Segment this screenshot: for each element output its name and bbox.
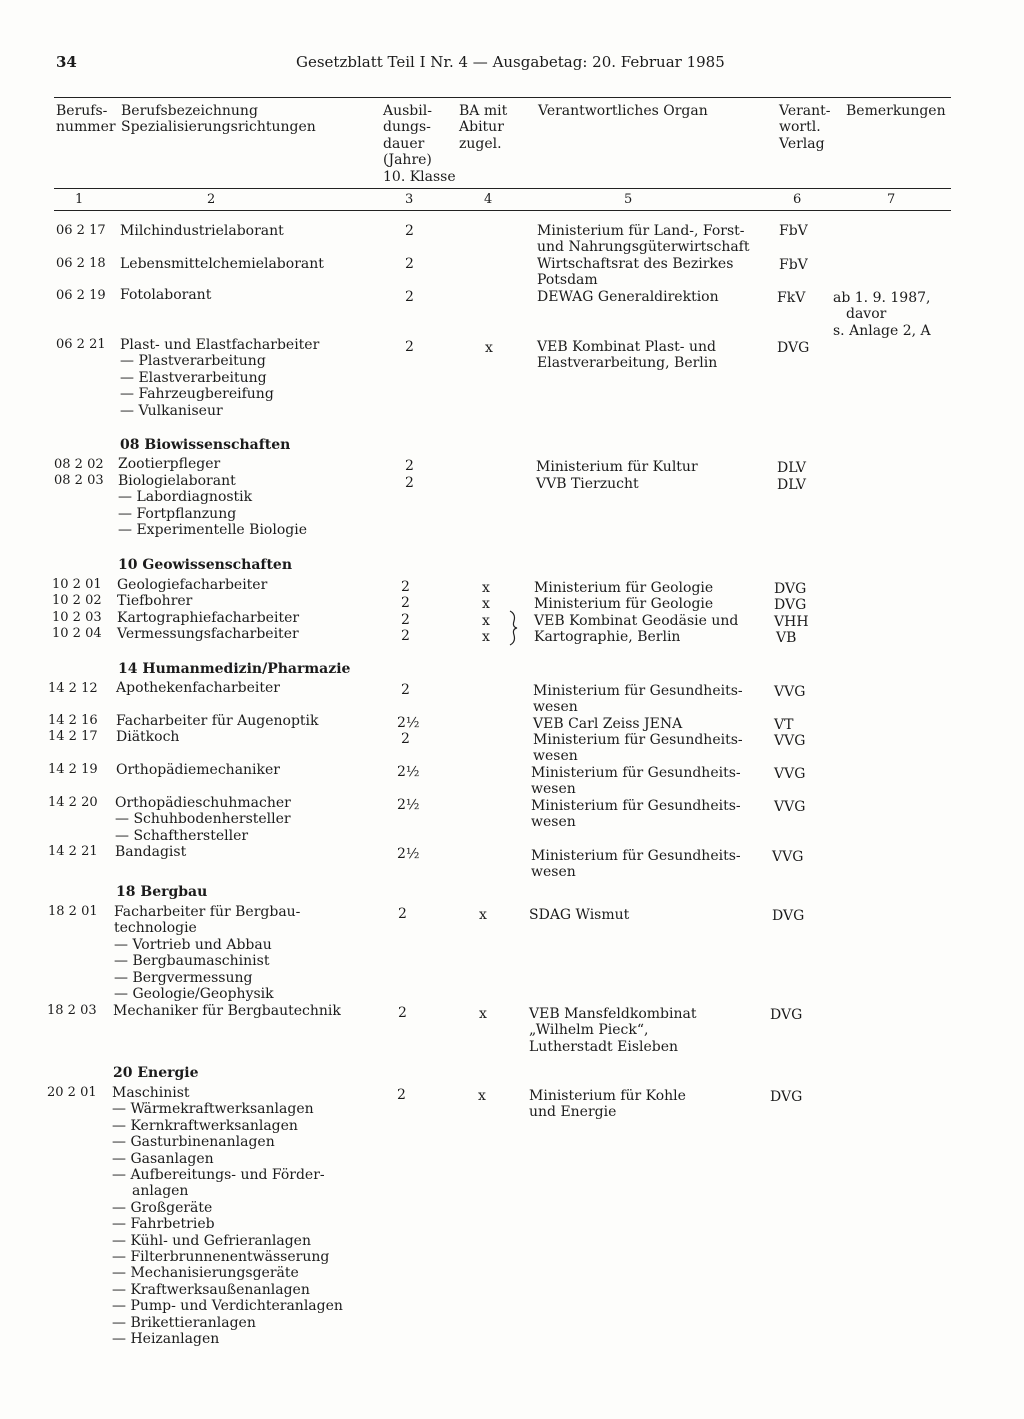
row-duration: 2	[398, 1005, 407, 1021]
row-abitur-mark: x	[482, 596, 490, 612]
row-organ: Ministerium für Gesundheits- wesen	[533, 732, 743, 765]
row-publisher: VHH	[774, 614, 809, 630]
row-abitur-mark: x	[485, 340, 493, 356]
section-heading: 14 Humanmedizin/Pharmazie	[118, 661, 351, 677]
row-name: Mechaniker für Bergbautechnik	[113, 1003, 341, 1019]
row-number: 06 2 18	[56, 256, 106, 271]
column-number-7: 7	[887, 192, 896, 207]
row-number: 20 2 01	[47, 1085, 97, 1100]
row-duration: 2	[405, 289, 414, 305]
row-number: 08 2 02	[54, 457, 104, 472]
row-organ: DEWAG Generaldirektion	[537, 289, 719, 305]
row-organ: Ministerium für Geologie	[534, 580, 714, 596]
column-header-abitur: BA mit Abitur zugel.	[459, 103, 508, 152]
row-duration: 2½	[397, 764, 420, 780]
row-organ: Kartographie, Berlin	[534, 629, 681, 645]
row-abitur-mark: x	[479, 1006, 487, 1022]
row-number: 06 2 17	[56, 223, 106, 238]
row-publisher: VVG	[774, 766, 806, 782]
row-publisher: VVG	[772, 849, 804, 865]
row-number: 14 2 20	[48, 795, 98, 810]
row-duration: 2	[405, 256, 414, 272]
column-number-rule	[54, 210, 951, 211]
row-duration: 2½	[397, 846, 420, 862]
row-duration: 2½	[397, 797, 420, 813]
row-number: 06 2 19	[56, 288, 106, 303]
row-publisher: VVG	[774, 684, 806, 700]
row-publisher: VVG	[774, 799, 806, 815]
row-organ: Ministerium für Gesundheits- wesen	[533, 683, 743, 716]
grouping-brace	[506, 610, 520, 646]
row-number: 10 2 02	[52, 593, 102, 608]
row-name: Plast- und Elastfacharbeiter — Plastverarbeitung — Elastverarbeitung — Fahrzeugbereifung — Vulkaniseur	[120, 337, 320, 419]
row-publisher: VVG	[774, 733, 806, 749]
row-number: 18 2 03	[47, 1003, 97, 1018]
row-name: Apothekenfacharbeiter	[116, 680, 280, 696]
row-name: Fotolaborant	[120, 287, 212, 303]
row-publisher: VB	[776, 630, 797, 646]
page-number: 34	[56, 53, 77, 71]
row-organ: Ministerium für Gesundheits- wesen	[531, 798, 741, 831]
row-publisher: DVG	[770, 1007, 803, 1023]
row-name: Tiefbohrer	[117, 593, 193, 609]
row-organ: VEB Carl Zeiss JENA	[533, 716, 683, 732]
row-organ: Ministerium für Gesundheits- wesen	[531, 848, 741, 881]
row-name: Geologiefacharbeiter	[117, 577, 268, 593]
row-publisher: DVG	[770, 1089, 803, 1105]
row-publisher: DLV	[777, 460, 806, 476]
row-name: Orthopädieschuhmacher — Schuhbodenhersteller — Schafthersteller	[115, 795, 291, 844]
row-number: 14 2 21	[48, 844, 98, 859]
row-duration: 2	[401, 612, 410, 628]
row-duration: 2	[401, 628, 410, 644]
row-organ: VEB Kombinat Geodäsie und	[534, 613, 739, 629]
row-organ: Wirtschaftsrat des Bezirkes Potsdam	[537, 256, 734, 289]
row-duration: 2	[397, 1087, 406, 1103]
row-abitur-mark: x	[482, 613, 490, 629]
row-name: Biologielaborant — Labordiagnostik — Fortpflanzung — Experimentelle Biologie	[118, 473, 307, 539]
header-rule	[54, 188, 951, 189]
row-publisher: DVG	[772, 908, 805, 924]
section-heading: 08 Biowissenschaften	[120, 437, 291, 453]
row-name: Facharbeiter für Bergbau- technologie — Vortrieb und Abbau — Bergbaumaschinist — Bergvermessung — Geologie/Geophysik	[114, 904, 301, 1003]
row-organ: Ministerium für Geologie	[534, 596, 714, 612]
row-abitur-mark: x	[478, 1088, 486, 1104]
row-name: Maschinist — Wärmekraftwerksanlagen — Kernkraftwerksanlagen — Gasturbinenanlagen — Gasanlagen — Aufbereitungs- und Förder- anlagen — Großgeräte — Fahrbetrieb — Kühl- und Gefrieranlagen — Filterbrunnenentwässerung — Mechanisierungsgeräte — Kraftwerksaußenanlagen — Pump- und Verdichteranlagen — Brikettieranlagen — Heizanlagen	[112, 1085, 343, 1348]
row-organ: Ministerium für Kultur	[536, 459, 698, 475]
row-publisher: FbV	[779, 223, 808, 239]
column-header-berufsnummer: Berufs- nummer	[56, 103, 116, 136]
row-organ: Ministerium für Land-, Forst- und Nahrungsgüterwirtschaft	[537, 223, 750, 256]
row-duration: 2	[398, 906, 407, 922]
row-publisher: DVG	[777, 340, 810, 356]
row-publisher: DVG	[774, 597, 807, 613]
column-number-3: 3	[405, 192, 414, 207]
row-duration: 2	[405, 458, 414, 474]
row-number: 08 2 03	[54, 473, 104, 488]
row-name: Bandagist	[115, 844, 187, 860]
column-number-6: 6	[793, 192, 802, 207]
row-abitur-mark: x	[479, 907, 487, 923]
row-number: 14 2 19	[48, 762, 98, 777]
row-number: 10 2 03	[52, 610, 102, 625]
section-heading: 18 Bergbau	[116, 884, 208, 900]
column-header-ausbildungsdauer: Ausbil- dungs- dauer (Jahre) 10. Klasse	[383, 103, 456, 185]
row-organ: VEB Kombinat Plast- und Elastverarbeitung, Berlin	[537, 339, 718, 372]
section-heading: 20 Energie	[113, 1065, 199, 1081]
column-number-1: 1	[75, 192, 84, 207]
row-duration: 2	[401, 579, 410, 595]
column-header-verlag: Verant- wortl. Verlag	[779, 103, 831, 152]
column-number-5: 5	[624, 192, 633, 207]
column-header-organ: Verantwortliches Organ	[538, 103, 708, 119]
section-heading: 10 Geowissenschaften	[118, 557, 293, 573]
row-duration: 2	[401, 731, 410, 747]
row-number: 14 2 16	[48, 713, 98, 728]
column-header-berufsbezeichnung: Berufsbezeichnung Spezialisierungsrichtungen	[121, 103, 316, 136]
row-number: 14 2 17	[48, 729, 98, 744]
row-number: 14 2 12	[48, 681, 98, 696]
row-organ: VVB Tierzucht	[536, 476, 639, 492]
row-number: 10 2 04	[52, 626, 102, 641]
row-name: Zootierpfleger	[118, 456, 221, 472]
row-number: 10 2 01	[52, 577, 102, 592]
row-organ: Ministerium für Gesundheits- wesen	[531, 765, 741, 798]
page-title: Gesetzblatt Teil I Nr. 4 — Ausgabetag: 20. Februar 1985	[296, 53, 725, 71]
row-publisher: DLV	[777, 477, 806, 493]
row-organ: Ministerium für Kohle und Energie	[529, 1088, 686, 1121]
row-name: Diätkoch	[116, 729, 180, 745]
table-top-rule	[54, 97, 951, 98]
row-name: Vermessungsfacharbeiter	[117, 626, 299, 642]
row-duration: 2	[405, 475, 414, 491]
column-header-bemerkungen: Bemerkungen	[846, 103, 946, 119]
row-duration: 2½	[397, 715, 420, 731]
row-duration: 2	[401, 682, 410, 698]
column-number-4: 4	[484, 192, 493, 207]
row-duration: 2	[405, 339, 414, 355]
row-name: Facharbeiter für Augenoptik	[116, 713, 319, 729]
row-organ: VEB Mansfeldkombinat „Wilhelm Pieck“, Lutherstadt Eisleben	[529, 1006, 697, 1055]
row-name: Milchindustrielaborant	[120, 223, 284, 239]
row-publisher: VT	[774, 717, 794, 733]
row-duration: 2	[401, 595, 410, 611]
row-number: 06 2 21	[56, 337, 106, 352]
row-publisher: FkV	[777, 290, 806, 306]
row-abitur-mark: x	[482, 580, 490, 596]
row-name: Kartographiefacharbeiter	[117, 610, 300, 626]
row-organ: SDAG Wismut	[529, 907, 630, 923]
row-number: 18 2 01	[48, 904, 98, 919]
row-name: Lebensmittelchemielaborant	[120, 256, 324, 272]
row-abitur-mark: x	[482, 629, 490, 645]
column-number-2: 2	[207, 192, 216, 207]
row-duration: 2	[405, 223, 414, 239]
row-publisher: FbV	[779, 257, 808, 273]
row-remark: ab 1. 9. 1987, davor s. Anlage 2, A	[833, 290, 931, 339]
row-name: Orthopädiemechaniker	[116, 762, 280, 778]
row-publisher: DVG	[774, 581, 807, 597]
